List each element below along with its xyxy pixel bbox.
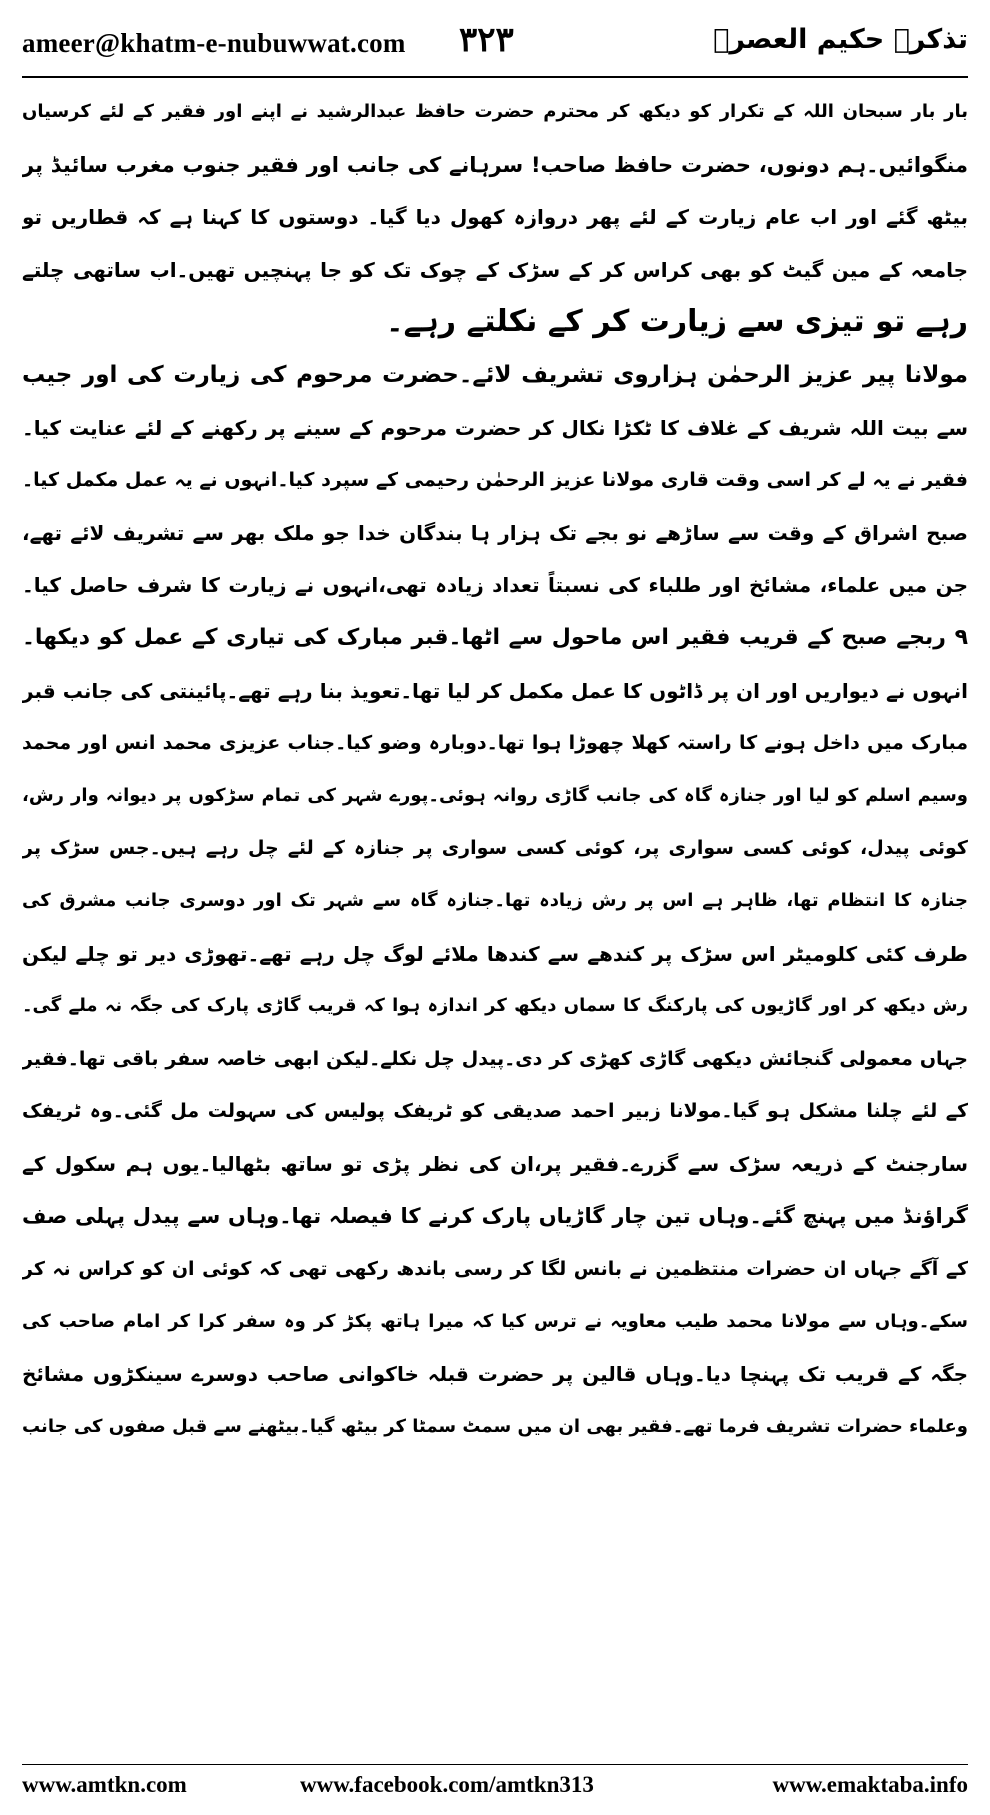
page-header [22,18,968,74]
text-line-4: جامعہ کے مین گیٹ کو بھی کراس کر کے سڑک کے چوک تک کو جا پہنچیں تھیں۔اب ساتھی چلتے [22,257,968,282]
text-line-7: سے بیت اللہ شریف کے غلاف کا ٹکڑا نکال کر حضرت مرحوم کے سینے پر رکھنے کے لئے عنایت کیا۔ [22,415,968,440]
text-line-22: گراؤنڈ میں پہنچ گئے۔وہاں تین چار گاڑیاں پارک کرنے کا فیصلہ تھا۔وہاں سے پیدل پہلی صف [22,1204,968,1229]
text-line-10: جن میں علماء، مشائخ اور طلباء کی نسبتاً تعداد زیادہ تھی،انہوں نے زیارت کا شرف حاصل کیا۔ [22,573,968,598]
book-title: تذکرہ حکیم العصرؒ [713,24,968,55]
footer-link-amtkn[interactable]: www.amtkn.com [22,1772,187,1797]
page-number: ۳۲۳ [459,20,514,60]
text-line-21: سارجنٹ کے ذریعہ سڑک سے گزرے۔فقیر پر،ان کی نظر پڑی تو ساتھ بٹھالیا۔یوں ہم سکول کے [22,1151,968,1176]
text-line-5: رہے تو تیزی سے زیارت کر کے نکلتے رہے۔ [386,304,968,340]
text-line-1: بار بار سبحان اللہ کے تکرار کو دیکھ کر محترم حضرت حافظ عبدالرشید نے اپنے اور فقیر کے لئے کرسیاں [22,101,968,122]
text-line-12: انہوں نے دیواریں اور ان پر ڈاٹوں کا عمل مکمل کر لیا تھا۔تعویذ بنا رہے تھے۔پائینتی کی جانب قبر [22,678,968,703]
text-line-14: وسیم اسلم کو لیا اور جنازہ گاہ کی جانب گاڑی روانہ ہوئی۔پورے شہر کی تمام سڑکوں پر دیوانہ وار رش، [22,784,968,806]
text-line-15: کوئی پیدل، کوئی کسی سواری پر، کوئی کسی سواری پر جنازہ کے لئے چل رہے ہیں۔جس سڑک پر [22,837,968,860]
text-line-18: رش دیکھ کر اور گاڑیوں کی پارکنگ کا سماں دیکھ کر اندازہ ہوا کہ قریب گاڑی پارک کی جگہ نہ ملے گی۔ [22,995,968,1017]
footer-rule [22,1764,968,1765]
text-line-16: جنازہ کا انتظام تھا، ظاہر ہے اس پر رش زیادہ تھا۔جنازہ گاہ سے شہر تک اور دوسری جانب مشرق کی [22,889,968,911]
header-rule [22,76,968,78]
text-line-17: طرف کئی کلومیٹر اس سڑک پر کندھے سے کندھا ملائے لوگ چل رہے تھے۔تھوڑی دیر تو چلے لیکن [22,941,968,966]
text-line-23: کے آگے جہاں ان حضرات منتظمین نے بانس لگا کر رسی باندھ رکھی تھی کہ کوئی ان کو کراس نہ کر [22,1258,968,1281]
text-line-2: منگوائیں۔ہم دونوں، حضرت حافظ صاحب! سرہانے کی جانب اور فقیر جنوب مغرب سائیڈ پر [22,152,968,177]
text-line-3: بیٹھ گئے اور اب عام زیارت کے لئے پھر دروازہ کھول دیا گیا۔ دوستوں کا کہنا ہے کہ قطاریں تو [22,205,968,230]
header-email: ameer@khatm-e-nubuwwat.com [22,28,406,58]
text-line-8: فقیر نے یہ لے کر اسی وقت قاری مولانا عزیز الرحمٰن رحیمی کے سپرد کیا۔انہوں نے یہ عمل مکمل کیا۔ [22,469,968,492]
page-footer [22,1768,968,1802]
text-line-6: مولانا پیر عزیز الرحمٰن ہزاروی تشریف لائے۔حضرت مرحوم کی زیارت کی اور جیب [22,361,968,388]
footer-link-emaktaba[interactable]: www.emaktaba.info [772,1772,968,1797]
text-line-11: ۹ ربجے صبح کے قریب فقیر اس ماحول سے اٹھا۔قبر مبارک کی تیاری کے عمل کو دیکھا۔ [22,624,968,650]
text-line-24: سکے۔وہاں سے مولانا محمد طیب معاویہ نے ترس کیا کہ میرا ہاتھ پکڑ کر وہ سفر کرا کر امام صاحب کی [22,1310,968,1332]
text-line-26: وعلماء حضرات تشریف فرما تھے۔فقیر بھی ان میں سمٹ سمٹا کر بیٹھ گیا۔بیٹھنے سے قبل صفوں کی جانب [22,1415,968,1437]
text-line-20: کے لئے چلنا مشکل ہو گیا۔مولانا زبیر احمد صدیقی کو ٹریفک پولیس کی سہولت مل گئی۔وہ ٹریفک [22,1100,968,1123]
footer-link-facebook[interactable]: www.facebook.com/amtkn313 [300,1772,594,1797]
text-line-9: صبح اشراق کے وقت سے ساڑھے نو بجے تک ہزار ہا بندگان خدا جو ملک بھر سے تشریف لائے تھے، [22,520,968,545]
body-text [22,86,968,1453]
text-line-25: جگہ کے قریب تک پہنچا دیا۔وہاں قالین پر حضرت قبلہ خاکوانی صاحب دوسرے سینکڑوں مشائخ [22,1362,968,1387]
text-line-19: جہاں معمولی گنجائش دیکھی گاڑی کھڑی کر دی۔پیدل چل نکلے۔لیکن ابھی خاصہ سفر باقی تھا۔فقیر [22,1047,968,1070]
text-line-13: مبارک میں داخل ہونے کا راستہ کھلا چھوڑا ہوا تھا۔دوبارہ وضو کیا۔جناب عزیزی محمد انس اور محمد [22,732,968,755]
